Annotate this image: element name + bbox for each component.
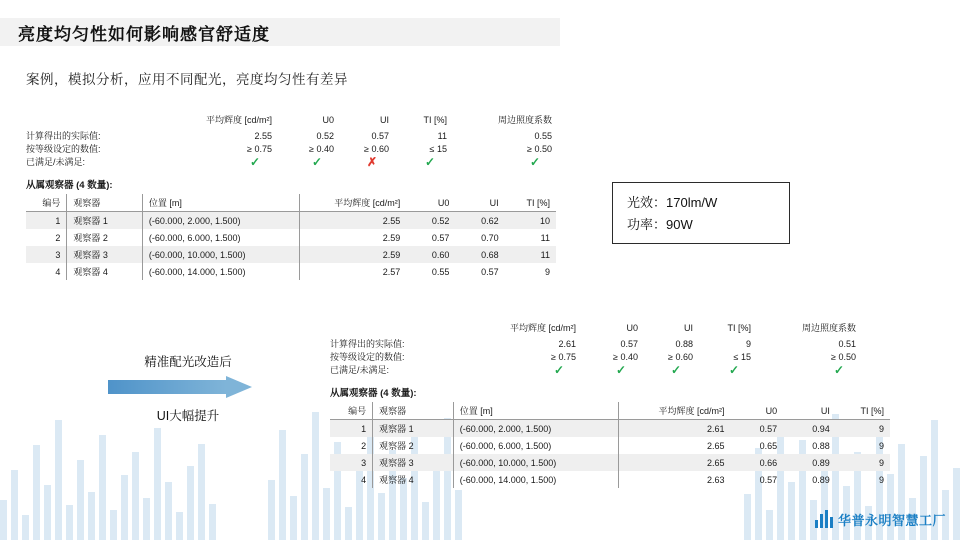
cell-ui: 0.88	[812, 440, 830, 451]
header-ti: TI [%]	[423, 115, 447, 125]
col-name: 观察器	[373, 402, 454, 420]
cell-position: (-60.000, 6.000, 1.500)	[142, 229, 299, 246]
cell-name: 观察器 2	[67, 229, 143, 246]
cell-luminance: 2.55	[299, 212, 406, 230]
col-u0: U0	[406, 194, 455, 212]
col-ti: TI [%]	[505, 194, 556, 212]
logo-text	[838, 513, 946, 528]
cell-ui: 0.57	[481, 266, 499, 277]
row-label-rated: 按等级设定的数值:	[26, 144, 101, 154]
after-check-luminance-icon: ✓	[553, 363, 564, 377]
cell-ui: 0.68	[455, 246, 504, 263]
cell-position: (-60.000, 6.000, 1.500)	[453, 437, 618, 454]
before-calc-luminance: 2.55	[254, 131, 272, 141]
cell-id: 1	[26, 212, 67, 230]
before-rated-luminance: ≥ 0.75	[247, 144, 272, 154]
logo-bars-icon	[815, 510, 833, 528]
cell-u0: 0.60	[406, 246, 455, 263]
before-rated-ti: ≤ 15	[429, 144, 447, 154]
before-calc-ti: 11	[437, 131, 447, 141]
summary-corner	[26, 114, 176, 130]
after-rated-luminance: ≥ 0.75	[551, 352, 576, 362]
cell-id: 3	[26, 246, 67, 263]
col-ti: TI [%]	[836, 402, 890, 420]
table-row	[26, 263, 556, 280]
cell-ti: 11	[505, 246, 556, 263]
cell-position: (-60.000, 10.000, 1.500)	[453, 454, 618, 471]
row-label-calculated: 计算得出的实际值:	[26, 131, 101, 141]
cell-ui: 0.70	[481, 232, 499, 243]
cell-ui: 0.94	[783, 420, 836, 438]
spec-power: 功率：90W	[627, 217, 693, 232]
cell-u0: 0.55	[431, 266, 450, 277]
before-calc-surround: 0.55	[534, 131, 552, 141]
arrow-label-top: 精准配光改造后	[144, 355, 232, 369]
cell-luminance: 2.65	[706, 440, 725, 451]
cell-u0: 0.65	[759, 440, 778, 451]
cell-ti: 9	[836, 420, 890, 438]
after-panel	[330, 322, 890, 488]
after-calc-surround: 0.51	[838, 339, 856, 349]
cell-position: (-60.000, 2.000, 1.500)	[142, 212, 299, 230]
table-row	[26, 212, 556, 230]
cell-luminance: 2.57	[382, 266, 401, 277]
cell-ui: 0.89	[783, 454, 836, 471]
brand-logo	[815, 510, 946, 528]
arrow-label-bottom: UI大幅提升	[156, 409, 220, 423]
page-subtitle: 案例，模拟分析，应用不同配光，亮度均匀性有差异	[26, 72, 348, 87]
before-summary-grid	[26, 114, 556, 169]
col-u0: U0	[730, 402, 783, 420]
cell-position: (-60.000, 14.000, 1.500)	[453, 471, 618, 488]
table-row	[330, 454, 890, 471]
col-position: 位置 [m]	[453, 402, 618, 420]
cell-id: 1	[330, 420, 373, 438]
before-observers-title: 从属观察器 (4 数量):	[26, 180, 113, 191]
col-position: 位置 [m]	[142, 194, 299, 212]
before-rated-ui: ≥ 0.60	[364, 144, 389, 154]
cell-ti: 9	[878, 440, 884, 451]
after-calc-u0: 0.57	[620, 339, 638, 349]
after-rated-ui: ≥ 0.60	[668, 352, 693, 362]
cell-name: 观察器 1	[373, 420, 454, 438]
improvement-arrow-group	[108, 352, 268, 424]
header-ui: UI	[684, 323, 693, 333]
header-luminance: 平均辉度 [cd/m²]	[509, 323, 576, 333]
header-surround: 周边照度系数	[801, 323, 856, 333]
cell-name: 观察器 1	[67, 212, 143, 230]
col-luminance: 平均辉度 [cd/m²]	[619, 402, 731, 420]
cell-luminance: 2.65	[619, 454, 731, 471]
cell-luminance: 2.59	[382, 232, 401, 243]
cell-name: 观察器 4	[67, 263, 143, 280]
summary-corner	[330, 322, 480, 338]
after-calc-ui: 0.88	[675, 339, 693, 349]
row-label-rated: 按等级设定的数值:	[330, 352, 405, 362]
logo-sub: 智慧工厂	[891, 513, 946, 528]
before-observer-table	[26, 194, 556, 280]
decorative-bars-left	[0, 420, 216, 540]
table-header-row	[330, 402, 890, 420]
cell-ti: 11	[540, 232, 550, 243]
before-check-surround-icon: ✓	[529, 155, 540, 169]
cell-position: (-60.000, 14.000, 1.500)	[142, 263, 299, 280]
table-row	[26, 246, 556, 263]
after-rated-surround: ≥ 0.50	[831, 352, 856, 362]
cell-id: 3	[330, 454, 373, 471]
after-check-u0-icon: ✓	[615, 363, 626, 377]
col-name: 观察器	[67, 194, 143, 212]
cell-ti: 9	[878, 474, 884, 485]
after-summary-grid	[330, 322, 890, 377]
after-check-ti-icon: ✓	[728, 363, 739, 377]
col-id: 编号	[26, 194, 67, 212]
before-rated-u0: ≥ 0.40	[309, 144, 334, 154]
cell-position: (-60.000, 2.000, 1.500)	[453, 420, 618, 438]
after-rated-ti: ≤ 15	[733, 352, 751, 362]
cell-u0: 0.57	[759, 474, 778, 485]
table-row	[330, 471, 890, 488]
cell-u0: 0.52	[406, 212, 455, 230]
after-observers-title: 从属观察器 (4 数量):	[330, 388, 417, 399]
col-ui: UI	[455, 194, 504, 212]
cell-luminance: 2.59	[299, 246, 406, 263]
cell-name: 观察器 3	[67, 246, 143, 263]
cell-u0: 0.57	[730, 420, 783, 438]
table-row	[330, 437, 890, 454]
spec-info-box	[612, 182, 790, 244]
before-check-ti-icon: ✓	[424, 155, 435, 169]
cell-u0: 0.66	[730, 454, 783, 471]
before-rated-surround: ≥ 0.50	[527, 144, 552, 154]
logo-brand: 华普永明	[837, 513, 892, 528]
row-label-satisfied: 已满足/未满足:	[26, 157, 86, 167]
cell-name: 观察器 3	[373, 454, 454, 471]
cell-ti: 9	[544, 266, 550, 277]
after-check-ui-icon: ✓	[670, 363, 681, 377]
cell-ti: 10	[505, 212, 556, 230]
cell-position: (-60.000, 10.000, 1.500)	[142, 246, 299, 263]
cell-ui: 0.62	[455, 212, 504, 230]
after-observer-table	[330, 402, 890, 488]
cell-name: 观察器 4	[373, 471, 454, 488]
before-check-luminance-icon: ✓	[249, 155, 260, 169]
arrow-icon	[108, 376, 260, 398]
after-check-surround-icon: ✓	[833, 363, 844, 377]
header-u0: U0	[322, 115, 334, 125]
after-calc-ti: 9	[745, 339, 751, 349]
before-cross-ui-icon: ✗	[366, 155, 377, 169]
table-row	[26, 229, 556, 246]
header-surround: 周边照度系数	[497, 115, 552, 125]
cell-luminance: 2.63	[706, 474, 725, 485]
cell-id: 2	[26, 229, 67, 246]
col-luminance: 平均辉度 [cd/m²]	[299, 194, 406, 212]
row-label-satisfied: 已满足/未满足:	[330, 365, 390, 375]
header-u0: U0	[626, 323, 638, 333]
spec-efficacy: 光效：170lm/W	[627, 195, 718, 210]
before-calc-ui: 0.57	[371, 131, 389, 141]
before-check-u0-icon: ✓	[311, 155, 322, 169]
cell-ti: 9	[836, 454, 890, 471]
table-row	[330, 420, 890, 438]
page-title: 亮度均匀性如何影响感官舒适度	[18, 25, 270, 44]
header-luminance: 平均辉度 [cd/m²]	[205, 115, 272, 125]
before-panel	[26, 114, 556, 280]
header-ui: UI	[380, 115, 389, 125]
cell-luminance: 2.61	[619, 420, 731, 438]
col-ui: UI	[783, 402, 836, 420]
row-label-calculated: 计算得出的实际值:	[330, 339, 405, 349]
after-rated-u0: ≥ 0.40	[613, 352, 638, 362]
cell-id: 4	[330, 471, 373, 488]
cell-name: 观察器 2	[373, 437, 454, 454]
cell-u0: 0.57	[431, 232, 450, 243]
header-ti: TI [%]	[727, 323, 751, 333]
table-header-row	[26, 194, 556, 212]
before-calc-u0: 0.52	[316, 131, 334, 141]
col-id: 编号	[330, 402, 373, 420]
cell-id: 2	[330, 437, 373, 454]
cell-ui: 0.89	[812, 474, 830, 485]
cell-id: 4	[26, 263, 67, 280]
after-calc-luminance: 2.61	[558, 339, 576, 349]
